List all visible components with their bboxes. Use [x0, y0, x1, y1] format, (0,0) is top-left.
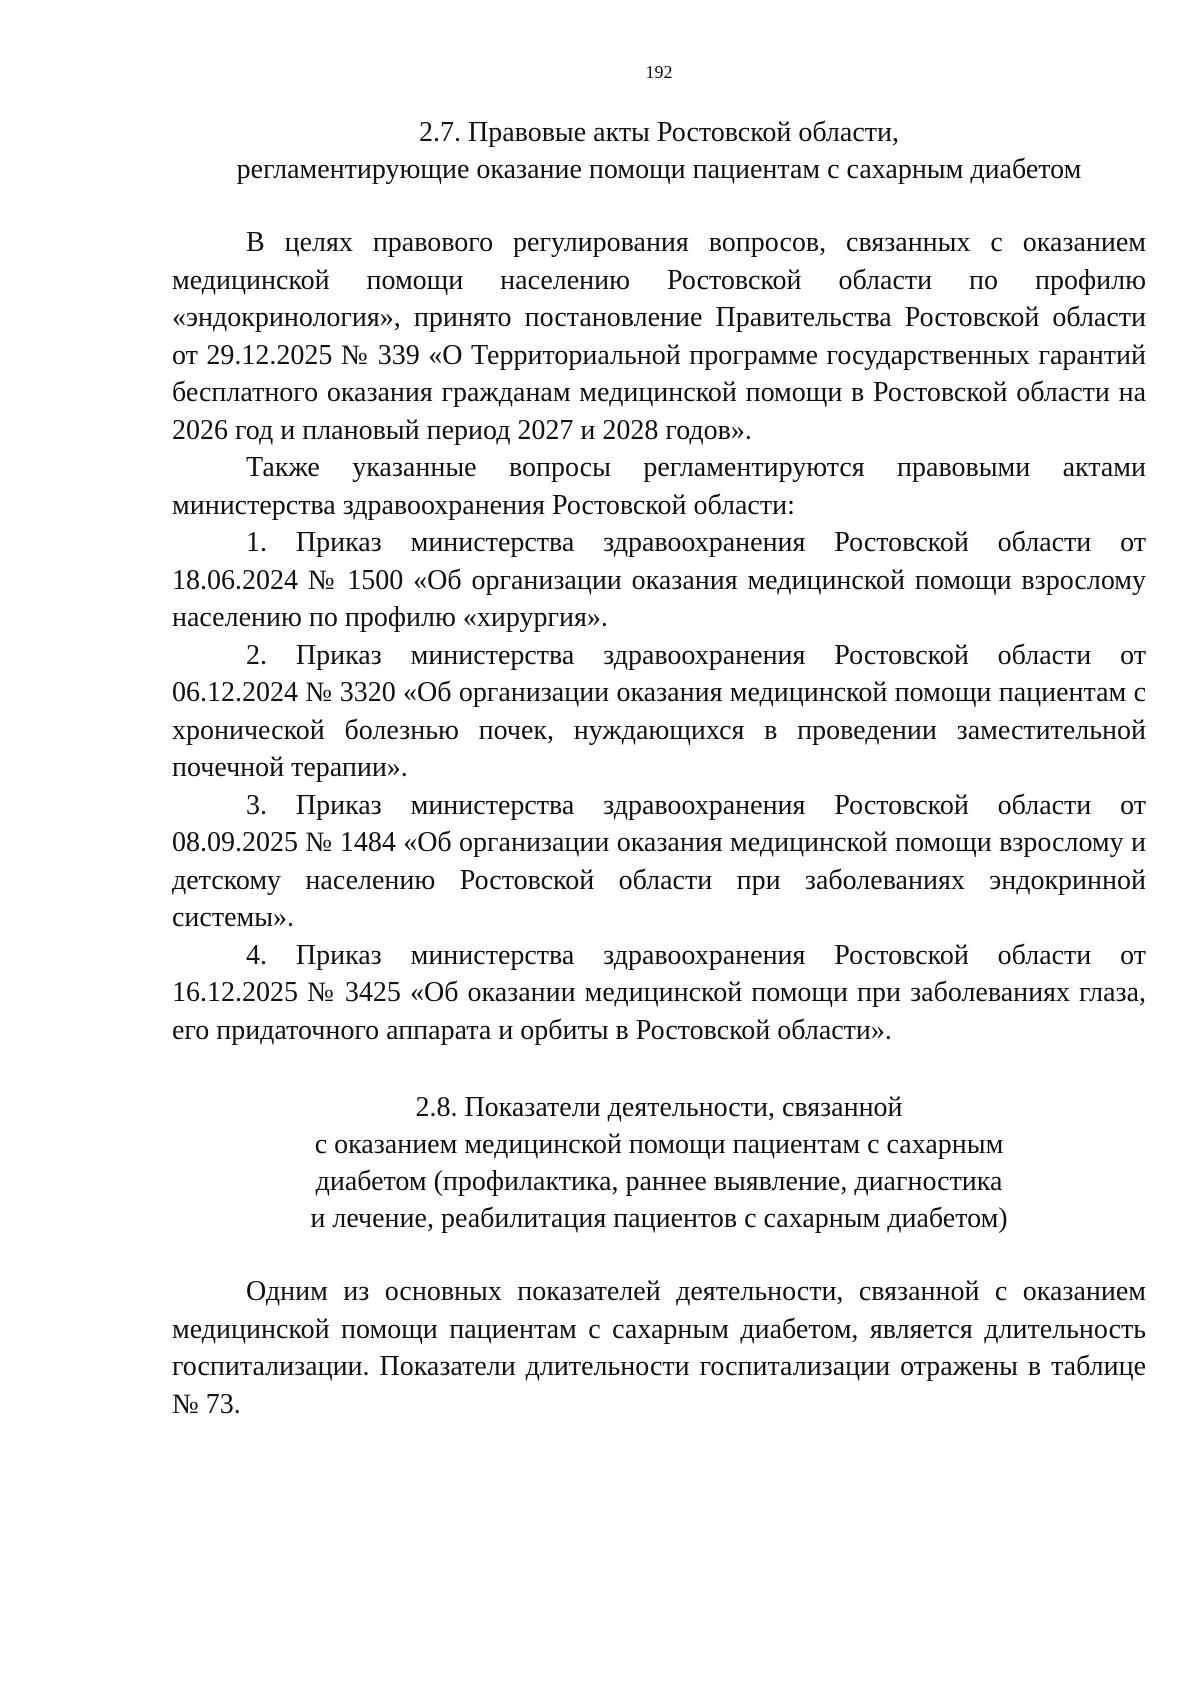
section-heading-line: и лечение, реабилитация пациентов с сахарным диабетом) — [310, 1203, 1008, 1234]
section-heading-line: диабетом (профилактика, раннее выявление, диагностика — [315, 1166, 1003, 1197]
paragraph: Одним из основных показателей деятельности, связанной с оказанием медицинской помощи пациентам с сахарным диабетом, является длительность госпитализации. Показатели длительности госпитализации отражены в таблице № 73. — [172, 1276, 1146, 1420]
list-item: 1. Приказ министерства здравоохранения Ростовской области от 18.06.2024 № 1500 «Об организации оказания медицинской помощи взрослому населению по профилю «хирургия». — [172, 527, 1146, 633]
paragraph: В целях правового регулирования вопросов, связанных с оказанием медицинской помощи населению Ростовской области по профилю «эндокринология», принято постановление Правительства Ростовской области от 29.12.2025 № 339 «О Территориальной программе государственных гарантий бесплатного оказания гражданам медицинской помощи в Ростовской области на 2026 год и плановый период 2027 и 2028 годов». — [172, 227, 1146, 446]
list-item: 2. Приказ министерства здравоохранения Ростовской области от 06.12.2024 № 3320 «Об организации оказания медицинской помощи пациентам с хронической болезнью почек, нуждающихся в проведении заместительной почечной терапии». — [172, 639, 1146, 783]
section-heading-line: 2.7. Правовые акты Ростовской области, — [419, 117, 899, 148]
document-page — [172, 60, 1146, 1423]
section-heading-line: с оказанием медицинской помощи пациентам с сахарным — [314, 1129, 1004, 1160]
page-number: 192 — [645, 62, 673, 82]
paragraph: Также указанные вопросы регламентируются правовыми актами министерства здравоохранения Ростовской области: — [172, 452, 1146, 521]
list-item: 3. Приказ министерства здравоохранения Ростовской области от 08.09.2025 № 1484 «Об организации оказания медицинской помощи взрослому и детскому населению Ростовской области при заболеваниях эндокринной системы». — [172, 789, 1146, 933]
section-heading-line: регламентирующие оказание помощи пациентам с сахарным диабетом — [236, 154, 1082, 185]
section-heading-2-8 — [172, 1089, 1146, 1237]
list-item: 4. Приказ министерства здравоохранения Ростовской области от 16.12.2025 № 3425 «Об оказании медицинской помощи при заболеваниях глаза, его придаточного аппарата и орбиты в Ростовской области». — [172, 939, 1146, 1046]
section-heading-2-7 — [172, 114, 1146, 188]
section-heading-line: 2.8. Показатели деятельности, связанной — [415, 1092, 903, 1123]
